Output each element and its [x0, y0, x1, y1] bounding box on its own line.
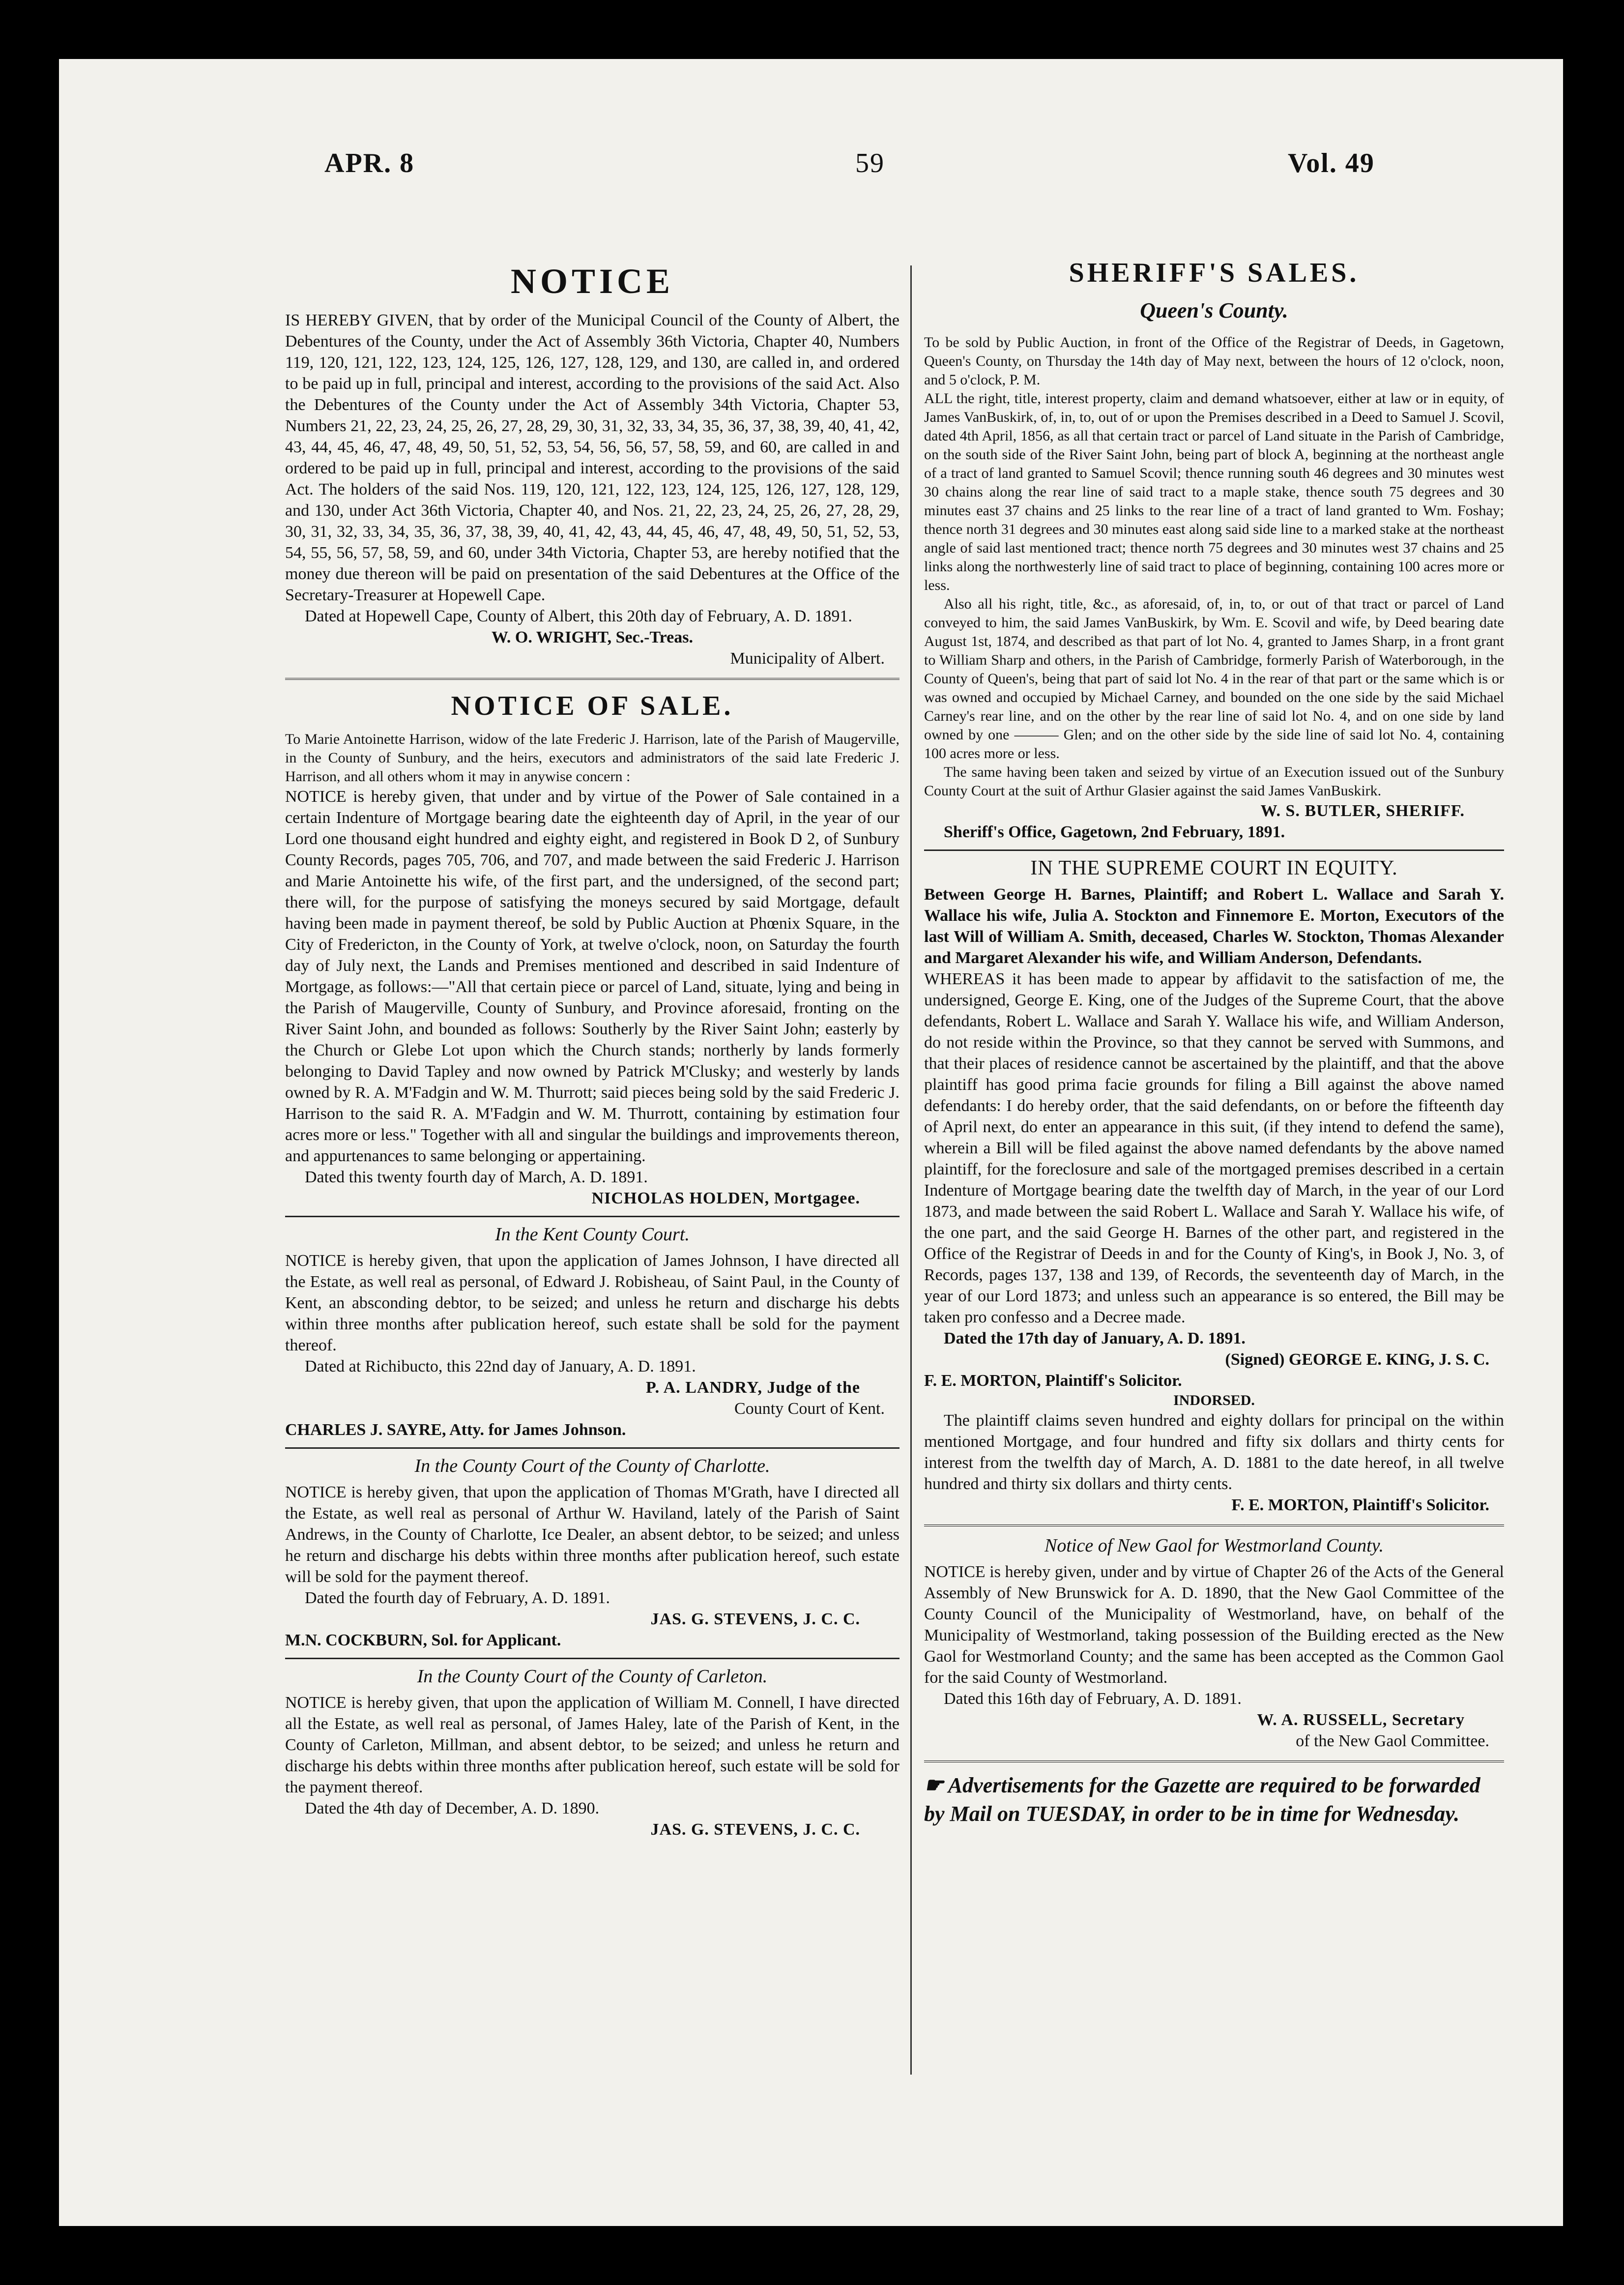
issue-date: APR. 8	[324, 148, 415, 178]
kent-notice-dated: Dated at Richibucto, this 22nd day of January, A. D. 1891.	[305, 1357, 696, 1376]
notice-of-sale-address: To Marie Antoinette Harrison, widow of the late Frederic J. Harrison, late of the Parish of Maugerville, in the County of Sunbury, and the heirs, executors and administrators of the said late Frederic J. Harrison, and all others whom it may in anywise concern :	[285, 731, 899, 785]
notice-title: NOTICE	[510, 262, 674, 301]
charlotte-notice-solicitor: M.N. COCKBURN, Sol. for Applicant.	[285, 1631, 561, 1649]
kent-court-heading: In the Kent County Court.	[495, 1224, 690, 1245]
supreme-court-parties: Between George H. Barnes, Plaintiff; and Robert L. Wallace and Sarah Y. Wallace his wife, Julia A. Stockton and Finnemore E. Morton, Executors of the last Will of William A. Smith, deceased, Charles W. Stockton, Thomas Alexander and Margaret Alexander his wife, and William Anderson, Defendants.	[924, 885, 1504, 967]
gaol-notice-signer: W. A. RUSSELL, Secretary	[1257, 1711, 1465, 1729]
sheriff-body-1: ALL the right, title, interest property, claim and demand whatsoever, either at law or in equity, of James VanBuskirk, of, in, to, out of or upon the Premises described in a Deed to Samuel J. Scovil, dated 4th April, 1856, as all that certain tract or parcel of Land situate in the Parish of Cambridge, on the south side of the River Saint John, being part of block A, beginning at the northeast angle of a tract of land granted to Samuel Scovil; thence running south 46 degrees and 30 minutes west 30 chains along the rear line of said tract to a maple stake, thence south 75 degrees and 30 minutes east 37 chains and 25 links to the rear line of a tract of land granted to Wm. Foshay; thence north 31 degrees and 30 minutes east along said side line to a marked stake at the northeast angle of said last mentioned tract; thence north 75 degrees and 30 minutes west 37 chains and 25 links along the northwesterly line of said tract to place of beginning, containing 100 acres more or less.	[924, 390, 1504, 593]
gaol-notice-signer-title: of the New Gaol Committee.	[1296, 1732, 1489, 1750]
carleton-court-heading: In the County Court of the County of Carleton.	[417, 1666, 768, 1687]
supreme-court-signer: (Signed) GEORGE E. KING, J. S. C.	[1225, 1350, 1489, 1369]
page-number: 59	[855, 148, 885, 178]
supreme-court-dated: Dated the 17th day of January, A. D. 1891.	[944, 1329, 1246, 1348]
supreme-court-claim-signer: F. E. MORTON, Plaintiff's Solicitor.	[1231, 1496, 1489, 1514]
supreme-court-claim: The plaintiff claims seven hundred and eighty dollars for principal on the within mentioned Mortgage, and four hundred and fifty six dollars and thirty cents for interest from the twelfth day of March, A. D. 1881 to the date hereof, in all twelve hundred and thirty six dollars and thirty cents.	[924, 1411, 1504, 1493]
sheriff-signer: W. S. BUTLER, SHERIFF.	[1260, 802, 1465, 820]
carleton-notice-signer: JAS. G. STEVENS, J. C. C.	[650, 1820, 860, 1839]
section-divider	[285, 1658, 899, 1659]
kent-notice-body: NOTICE is hereby given, that upon the application of James Johnson, I have directed all the Estate, as well real as personal, of Edward J. Robisheau, of Saint Paul, in the County of Kent, an absconding debtor, to be seized; and unless he return and discharge his debts within three months after publication hereof, such estate shall be sold for the payment thereof.	[285, 1252, 899, 1354]
volume-number: Vol. 49	[1288, 148, 1375, 178]
notice-body: IS HEREBY GIVEN, that by order of the Municipal Council of the County of Albert, the Debentures of the County, under the Act of Assembly 36th Victoria, Chapter 40, Numbers 119, 120, 121, 122, 123, 124, 125, 126, 127, 128, 129, and 130, are called in, and ordered to be paid up in full, principal and interest, according to the provisions of the said Act. Also the Debentures of the County under the Act of Assembly 34th Victoria, Chapter 53, Numbers 21, 22, 23, 24, 25, 26, 27, 28, 29, 30, 31, 32, 33, 34, 35, 36, 37, 38, 39, 40, 41, 42, 43, 44, 45, 46, 47, 48, 49, 50, 51, 52, 53, 54, 56, 56, 57, 58, 59, and 60, are called in and ordered to be paid up in full, principal and interest, according to the provisions of the said Act. The holders of the said Nos. 119, 120, 121, 122, 123, 124, 125, 126, 127, 128, 129, and 130, under Act 36th Victoria, Chapter 40, and Nos. 21, 22, 23, 24, 25, 26, 27, 28, 29, 30, 31, 32, 33, 34, 35, 36, 37, 38, 39, 40, 41, 42, 43, 44, 45, 46, 47, 48, 49, 50, 51, 52, 53, 54, 55, 56, 57, 58, 59, and 60, under 34th Victoria, Chapter 53, are hereby notified that the money due thereon will be paid on presentation of the said Debentures at the Office of the Secretary-Treasurer at Hopewell Cape.	[285, 311, 899, 604]
notice-dated: Dated at Hopewell Cape, County of Albert, this 20th day of February, A. D. 1891.	[305, 607, 852, 625]
pointing-hand-icon: ☛	[924, 1773, 948, 1797]
sheriff-county: Queen's County.	[1140, 298, 1288, 322]
supreme-court-body: WHEREAS it has been made to appear by affidavit to the satisfaction of me, the undersigned, George E. King, one of the Judges of the Supreme Court, that the above defendants, Robert L. Wallace and Sarah Y. Wallace his wife, and William Anderson, do not reside within the Province, so that they cannot be served with Summons, and that their places of residence cannot be ascertained by the plaintiff, and that the above plaintiff has good prima facie grounds for filing a Bill against the above named defendants: I do hereby order, that the said defendants, on or before the fifteenth day of April next, do enter an appearance in this suit, (if they intend to defend the same), wherein a Bill will be filed against the above named defendants by the above named plaintiff, for the foreclosure and sale of the mortgaged premises described in a certain Indenture of Mortgage bearing date the twelfth day of March, in the year of our Lord 1873, and made between the said Robert L. Wallace and Sarah Y. Wallace his wife, of the one part, and the said George H. Barnes of the other part, and registered in the Office of the Registrar of Deeds in and for the County of King's, in Book J, No. 3, of Records, pages 137, 138 and 139, of Records, the seventeenth day of March, in the year of our Lord 1873; and unless such an appearance is so entered, the Bill may be taken pro confesso and a Decree made.	[924, 970, 1504, 1326]
sheriff-dated: Sheriff's Office, Gagetown, 2nd February, 1891.	[944, 823, 1285, 841]
section-divider	[924, 1760, 1504, 1762]
sheriff-sales-title: SHERIFF'S SALES.	[1069, 258, 1360, 288]
column-divider	[910, 265, 912, 2075]
right-column	[924, 256, 1504, 1828]
charlotte-notice-signer: JAS. G. STEVENS, J. C. C.	[650, 1610, 860, 1628]
notice-of-sale-signer: NICHOLAS HOLDEN, Mortgagee.	[591, 1189, 860, 1207]
left-column	[285, 256, 899, 1840]
section-divider	[924, 1524, 1504, 1526]
gaol-notice-dated: Dated this 16th day of February, A. D. 1891.	[944, 1690, 1242, 1708]
kent-notice-signer-title: County Court of Kent.	[734, 1400, 885, 1418]
charlotte-court-heading: In the County Court of the County of Charlotte.	[414, 1456, 770, 1476]
supreme-court-endorsed: INDORSED.	[1173, 1392, 1255, 1408]
sheriff-body-3: The same having been taken and seized by virtue of an Execution issued out of the Sunbury County Court at the suit of Arthur Glasier against the said James VanBuskirk.	[924, 764, 1504, 799]
gaol-notice-title: Notice of New Gaol for Westmorland County.	[1044, 1535, 1384, 1556]
notice-signer: W. O. WRIGHT, Sec.-Treas.	[492, 628, 693, 646]
notice-of-sale-body: NOTICE is hereby given, that under and by virtue of the Power of Sale contained in a certain Indenture of Mortgage bearing date the eighteenth day of April, in the year of our Lord one thousand eight hundred and eighty eight, and registered in Book D 2, of Sunbury County Records, pages 705, 706, and 707, and made between the said Frederic J. Harrison and Marie Antoinette his wife, of the first part, and the undersigned, of the second part; there will, for the purpose of satisfying the moneys secured by said Mortgage, default having been made in payment thereof, be sold by Public Auction at Phœnix Square, in the City of Fredericton, in the County of York, at twelve o'clock, noon, on Saturday the fourth day of July next, the Lands and Premises mentioned and described in said Indenture of Mortgage, as follows:—"All that certain piece or parcel of Land, situate, lying and being in the Parish of Maugerville, County of Sunbury, and Province aforesaid, fronting on the River Saint John, and bounded as follows: Southerly by the River Saint John; easterly by the Church or Glebe Lot upon which the Church stands; northerly by lands formerly belonging to David Tapley and now owned by Patrick M'Clusky; and westerly by lands owned by R. A. M'Fadgin and W. M. Thurrott; said pieces being sold by the said Frederic J. Harrison to the said R. A. M'Fadgin and W. M. Thurrott, containing by estimation four acres more or less." Together with all and singular the buildings and improvements thereon, and appurtenances to same belonging or appertaining.	[285, 788, 899, 1165]
advertisement-notice	[924, 1771, 1504, 1828]
kent-notice-signer: P. A. LANDRY, Judge of the	[645, 1378, 860, 1397]
notice-signer-title: Municipality of Albert.	[730, 649, 885, 668]
notice-of-sale-title: NOTICE OF SALE.	[451, 691, 734, 721]
carleton-notice-dated: Dated the 4th day of December, A. D. 1890.	[305, 1799, 600, 1817]
notice-of-sale-dated: Dated this twenty fourth day of March, A. D. 1891.	[305, 1168, 648, 1186]
kent-notice-attorney: CHARLES J. SAYRE, Atty. for James Johnson.	[285, 1421, 626, 1439]
sheriff-body-2: Also all his right, title, &c., as aforesaid, of, in, to, or out of that tract or parcel of Land conveyed to him, the said James VanBuskirk, by Wm. E. Scovil and wife, by Deed bearing date August 1st, 1874, and described as that part of lot No. 4, granted to James Sharp, in a front grant to William Sharp and others, in the Parish of Cambridge, formerly Parish of Waterborough, in the County of Queen's, being that part of said lot No. 4 in the rear of that part or the same which is or was owned and occupied by Michael Carney, and bounded on the one side by the said Michael Carney's rear line, and on the other by the rear line of said lot No. 4, and on one side by land owned by one ——— Glen; and on the other side by the side line of said lot No. 4, containing 100 acres more or less.	[924, 596, 1504, 762]
supreme-court-title: IN THE SUPREME COURT IN EQUITY.	[1030, 857, 1398, 879]
gaol-notice-body: NOTICE is hereby given, under and by virtue of Chapter 26 of the Acts of the General Assembly of New Brunswick for A. D. 1890, that the New Gaol Committee of the County Council of the Municipality of Westmorland, have, on behalf of the Municipality of Westmorland, taking possession of the Building erected as the New Gaol for Westmorland County; and the same has been accepted as the Common Gaol for the said County of Westmorland.	[924, 1563, 1504, 1687]
section-divider	[924, 850, 1504, 851]
charlotte-notice-body: NOTICE is hereby given, that upon the application of Thomas M'Grath, have I directed all the Estate, as well real as personal of Arthur W. Haviland, lately of the Parish of Saint Andrews, in the County of Charlotte, Ice Dealer, an absent debtor, to be seized; and unless he return and discharge his debts within three months after publication hereof, such estate will be sold for the payment thereof.	[285, 1483, 899, 1586]
advertisement-text: Advertisements for the Gazette are required to be forwarded by Mail on TUESDAY, in order to be in time for Wednesday.	[924, 1773, 1480, 1826]
section-divider	[285, 1447, 899, 1449]
supreme-court-solicitor: F. E. MORTON, Plaintiff's Solicitor.	[924, 1372, 1182, 1390]
sheriff-intro: To be sold by Public Auction, in front of the Office of the Registrar of Deeds, in Gagetown, Queen's County, on Thursday the 14th day of May next, between the hours of 12 o'clock, noon, and 5 o'clock, P. M.	[924, 334, 1504, 388]
newspaper-page	[59, 59, 1563, 2226]
section-divider	[285, 678, 899, 680]
charlotte-notice-dated: Dated the fourth day of February, A. D. 1891.	[305, 1589, 610, 1607]
section-divider	[285, 1216, 899, 1217]
carleton-notice-body: NOTICE is hereby given, that upon the application of William M. Connell, I have directed all the Estate, as well real as personal, of James Haley, late of the Parish of Kent, in the County of Carleton, Millman, and absent debtor, to be seized; and unless he return and discharge his debts within three months after publication hereof, such estate will be sold for the payment thereof.	[285, 1694, 899, 1796]
